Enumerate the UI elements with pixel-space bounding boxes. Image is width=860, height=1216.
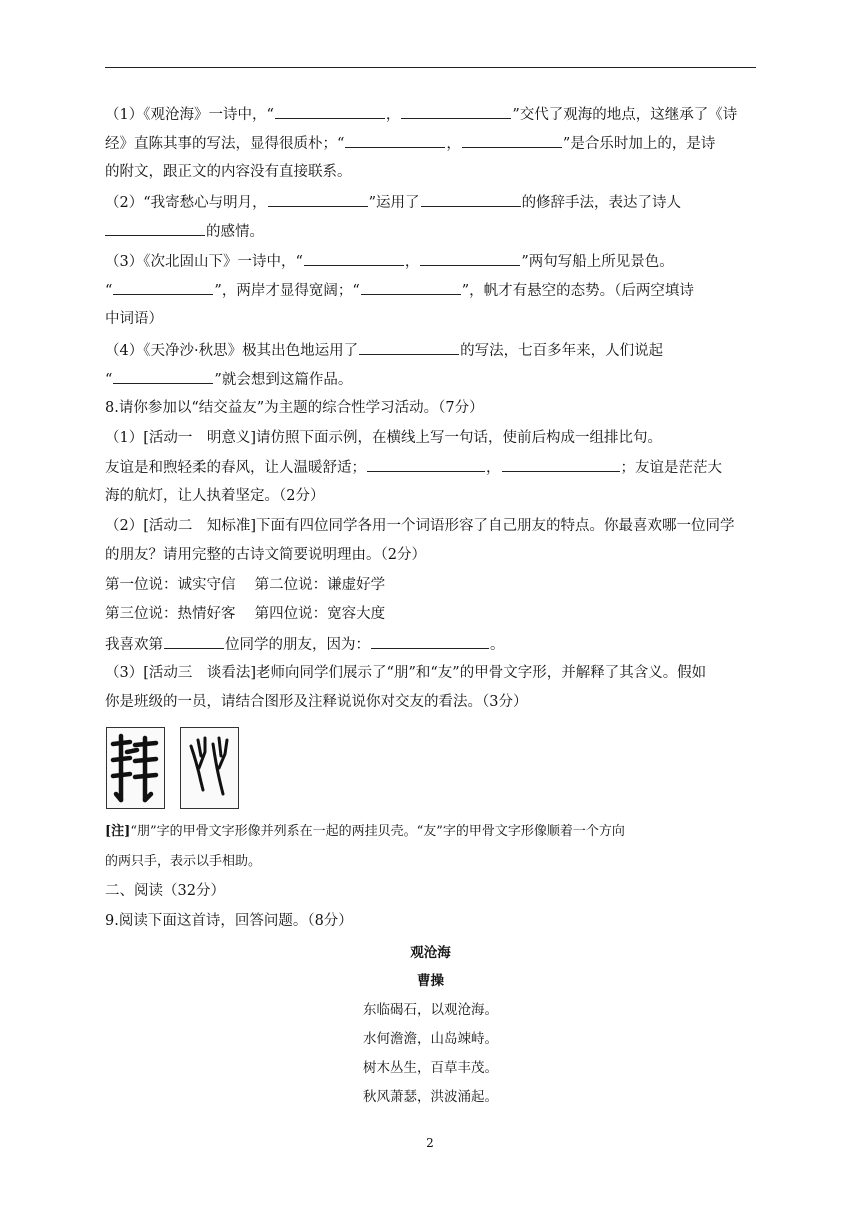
answer-blank[interactable]: [371, 633, 489, 649]
answer-blank[interactable]: [275, 103, 385, 119]
poem-line: 水何澹澹，山岛竦峙。: [363, 1031, 498, 1047]
q8-note-line2: 的两只手，表示以手相助。: [105, 854, 262, 869]
poem-author: 曹操: [417, 973, 444, 989]
answer-blank[interactable]: [421, 191, 521, 207]
q8-activity1-line2: 海的航灯，让人执着坚定。（2分）: [105, 488, 325, 504]
header-rule: [105, 67, 756, 68]
q7-part1-line1: （1）《观沧海》一诗中，“ ， ”交代了观海的地点，这继承了《诗: [105, 103, 760, 126]
q8-activity2-option2: 第三位说：热情好客 第四位说：宽容大度: [105, 606, 386, 622]
q8-title: 8.请你参加以“结交益友”为主题的综合性学习活动。（7分）: [105, 400, 484, 416]
q7-part3-line3: 中词语）: [105, 311, 163, 327]
q8-activity2-option1: 第一位说：诚实守信 第二位说：谦虚好学: [105, 577, 386, 593]
answer-blank[interactable]: [462, 132, 562, 148]
q7-part3-line1: （3）《次北固山下》一诗中，“ ， ”两句写船上所见景色。: [105, 250, 760, 273]
q8-activity1-title: （1）[活动一 明意义]请仿照下面示例，在横线上写一句话，使前后构成一组排比句。: [105, 430, 663, 446]
answer-blank[interactable]: [361, 279, 461, 295]
q8-activity2-line1: （2）[活动二 知标准]下面有四位同学各用一个词语形容了自己朋友的特点。你最喜欢哪一位同学: [105, 518, 735, 534]
poem-line: 秋风萧瑟，洪波涌起。: [363, 1089, 498, 1105]
q9-title: 9.阅读下面这首诗，回答问题。（8分）: [105, 913, 353, 929]
q8-activity3-line1: （3）[活动三 谈看法]老师向同学们展示了“朋”和“友”的甲骨文字形，并解释了其含义。假如: [105, 665, 707, 681]
poem-line: 树木丛生，百草丰茂。: [363, 1060, 498, 1076]
answer-blank[interactable]: [113, 279, 213, 295]
q7-part1-line3: 的附文，跟正文的内容没有直接联系。: [105, 164, 352, 180]
page-number: 2: [426, 1136, 434, 1150]
answer-blank[interactable]: [105, 220, 205, 236]
q8-activity2-answer: 我喜欢第 位同学的朋友，因为： 。: [105, 633, 760, 656]
section-heading: 二、阅读（32分）: [105, 883, 225, 899]
oracle-glyph-you-image: [180, 727, 239, 809]
answer-blank[interactable]: [113, 368, 213, 384]
q7-part2-line1: （2）“我寄愁心与明月， ”运用了 的修辞手法，表达了诗人: [105, 191, 760, 214]
q8-activity2-line2: 的朋友？请用完整的古诗文简要说明理由。（2分）: [105, 547, 426, 563]
q7-part4-line1: （4）《天净沙·秋思》极其出色地运用了 的写法，七百多年来，人们说起: [105, 339, 760, 362]
q7-part2-line2: 的感情。: [105, 220, 760, 243]
q7-part4-line2: “ ”就会想到这篇作品。: [105, 368, 760, 391]
q8-activity1-line1: 友谊是和煦轻柔的春风，让人温暖舒适； ， ；友谊是茫茫大: [105, 456, 760, 479]
q8-note-line1: [注]“朋”字的甲骨文字形像并列系在一起的两挂贝壳。“友”字的甲骨文字形像顺着一个方向: [105, 824, 625, 839]
poem-line: 东临碣石，以观沧海。: [363, 1002, 498, 1018]
answer-blank[interactable]: [345, 132, 445, 148]
answer-blank[interactable]: [502, 456, 620, 472]
q8-activity3-line2: 你是班级的一员，请结合图形及注释说说你对交友的看法。（3分）: [105, 694, 528, 710]
answer-blank[interactable]: [164, 633, 224, 649]
q7-part1-line2: 经》直陈其事的写法，显得很质朴；“ ， ”是合乐时加上的，是诗: [105, 132, 760, 155]
answer-blank[interactable]: [367, 456, 485, 472]
answer-blank[interactable]: [304, 250, 404, 266]
answer-blank[interactable]: [401, 103, 511, 119]
answer-blank[interactable]: [268, 191, 368, 207]
answer-blank[interactable]: [420, 250, 520, 266]
oracle-glyph-peng-image: [106, 727, 165, 809]
answer-blank[interactable]: [359, 339, 459, 355]
q7-part3-line2: “ ”，两岸才显得宽阔；“ ”，帆才有悬空的态势。（后两空填诗: [105, 279, 760, 302]
poem-title: 观沧海: [410, 945, 451, 961]
